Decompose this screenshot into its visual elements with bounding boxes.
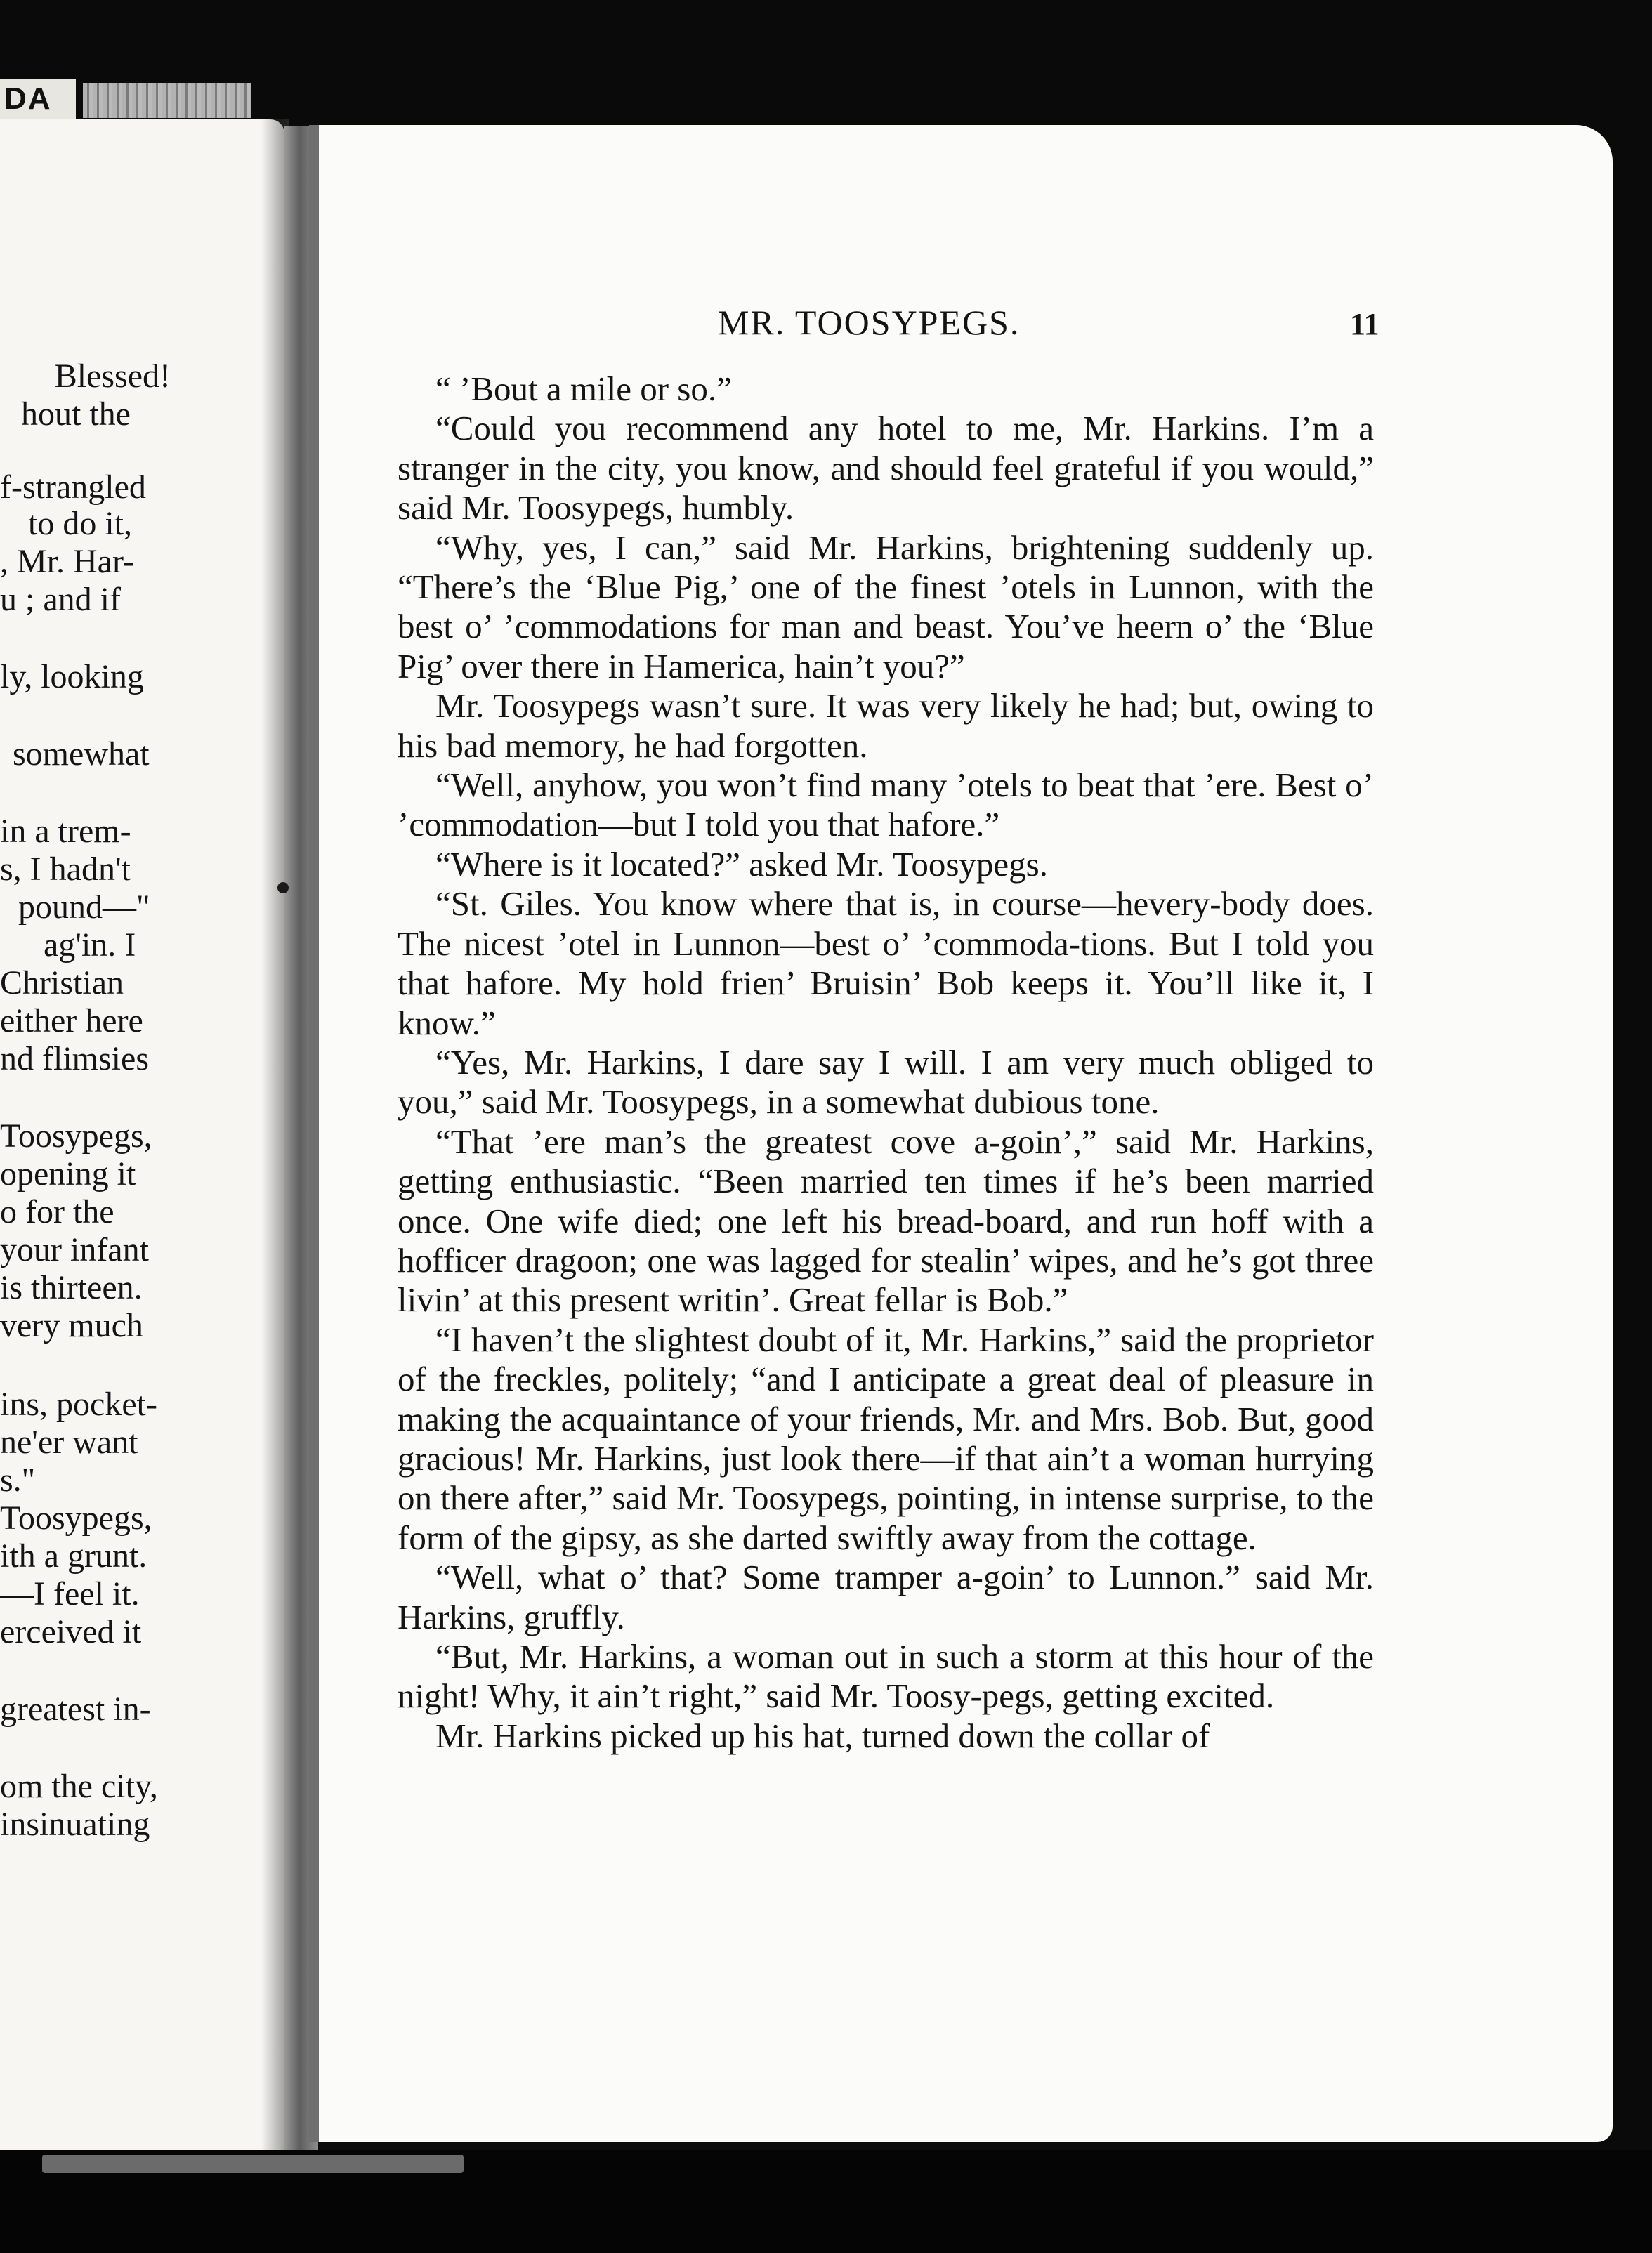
page-number: 11: [1350, 307, 1379, 341]
left-fragment: opening it: [0, 1155, 136, 1193]
left-fragment: is thirteen.: [0, 1269, 143, 1306]
paragraph: “Where is it located?” asked Mr. Toosypegs.: [435, 844, 1048, 884]
right-page: [309, 125, 1613, 2142]
paragraph: “ ’Bout a mile or so.”: [435, 369, 732, 408]
spine-label-text: DA: [4, 81, 52, 116]
left-fragment: your infant: [0, 1231, 149, 1268]
left-fragment: s, I hadn't: [0, 850, 131, 888]
left-fragment: ith a grunt.: [0, 1537, 148, 1575]
paragraph: “But, Mr. Harkins, a woman out in such a storm at this hour of the night! Why, it ain’t right,” said Mr. Toosy-pegs, getting excited.: [398, 1637, 1374, 1716]
left-fragment: Blessed!: [54, 357, 171, 395]
paragraph: “Yes, Mr. Harkins, I dare say I will. I am very much obliged to you,” said Mr. Toosypegs, in a somewhat dubious tone.: [398, 1042, 1374, 1122]
left-fragment: very much: [0, 1307, 143, 1344]
left-fragment: ag'in. I: [44, 926, 136, 964]
paragraph: “Well, anyhow, you won’t find many ’otels to beat that ’ere. Best o’ ’commodation—but I told you that hafore.”: [398, 766, 1374, 844]
paragraph: “Could you recommend any hotel to me, Mr. Harkins. I’m a stranger in the city, you know, and should feel grateful if you would,” said Mr. Toosypegs, humbly.: [398, 409, 1374, 527]
left-fragment: —I feel it.: [0, 1575, 140, 1612]
paragraph: “Well, what o’ that? Some tramper a-goin’ to Lunnon.” said Mr. Harkins, gruffly.: [398, 1558, 1374, 1636]
left-fragment: to do it,: [28, 505, 133, 542]
left-fragment: ne'er want: [0, 1424, 138, 1461]
left-fragment: ly, looking: [0, 658, 144, 695]
binding-cloth: [83, 83, 251, 118]
left-fragment: greatest in-: [0, 1690, 151, 1728]
left-fragment: , Mr. Har-: [0, 543, 134, 580]
paragraph: “That ’ere man’s the greatest cove a-goin’,” said Mr. Harkins, getting enthusiastic. “Been married ten times if he’s been married once. One wife died; one left his bread-board, and run hoff with a hofficer dragoon; one was lagged for stealin’ wipes, and he’s got three livin’ at this present writin’. Great fellar is Bob.”: [398, 1122, 1374, 1320]
paragraph: Mr. Harkins picked up his hat, turned down the collar of: [435, 1716, 1210, 1755]
left-fragment: erceived it: [0, 1613, 142, 1650]
left-fragment: Toosypegs,: [0, 1117, 152, 1155]
left-facing-page: [0, 119, 284, 2170]
left-fragment: nd flimsies: [0, 1040, 149, 1077]
margin-mark: [277, 882, 289, 893]
left-fragment: s.": [0, 1462, 36, 1499]
left-fragment: o for the: [0, 1193, 114, 1230]
paragraph: “I haven’t the slightest doubt of it, Mr. Harkins,” said the proprietor of the freckles, politely; “and I anticipate a great deal of pleasure in making the acquaintance of your friends, Mr. and Mrs. Bob. But, good gracious! Mr. Harkins, just look there—if that ain’t a woman hurrying on there after,” said Mr. Toosypegs, pointing, in intense surprise, to the form of the gipsy, as she darted swiftly away from the cottage.: [398, 1320, 1374, 1557]
running-head: MR. TOOSYPEGS.: [718, 303, 1021, 342]
left-fragment: Toosypegs,: [0, 1499, 152, 1537]
paragraph: “St. Giles. You know where that is, in course—hevery-body does. The nicest ’otel in Lunnon—best o’ ’commoda-tions. But I told you that hafore. My hold frien’ Bruisin’ Bob keeps it. You’ll like it, I know.”: [398, 884, 1374, 1042]
left-fragment: insinuating: [0, 1806, 150, 1843]
left-fragment: hout the: [21, 395, 131, 433]
paragraph: Mr. Toosypegs wasn’t sure. It was very likely he had; but, owing to his bad memory, he had forgotten.: [398, 686, 1374, 765]
left-fragment: Christian: [0, 964, 124, 1001]
body-text: [398, 369, 1374, 1756]
left-fragment: ins, pocket-: [0, 1386, 157, 1423]
paragraph: “Why, yes, I can,” said Mr. Harkins, brightening suddenly up. “There’s the ‘Blue Pig,’ one of the finest ’otels in Lunnon, with the best o’ ’commodations for man and beast. You’ve heern o’ the ‘Blue Pig’ over there in Hamerica, hain’t you?”: [398, 527, 1374, 685]
left-fragment: in a trem-: [0, 813, 131, 850]
left-fragment: either here: [0, 1002, 143, 1039]
left-fragment: f-strangled: [0, 468, 146, 506]
left-fragment: pound—": [18, 888, 150, 926]
spine-label: [0, 79, 76, 119]
left-fragment: u ; and if: [0, 581, 121, 618]
left-fragment: somewhat: [13, 735, 150, 773]
left-fragment: om the city,: [0, 1768, 158, 1805]
bottom-binding-strip: [42, 2155, 464, 2173]
